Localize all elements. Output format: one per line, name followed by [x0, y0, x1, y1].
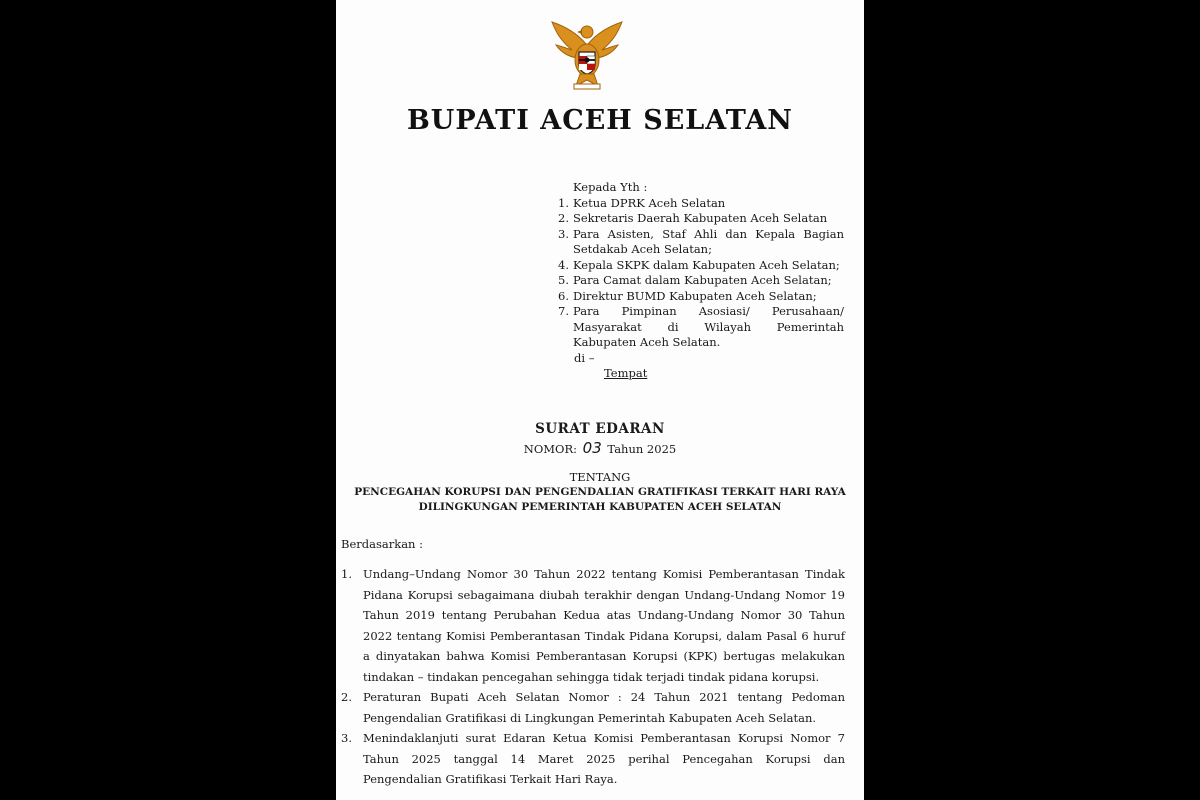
list-text: Undang–Undang Nomor 30 Tahun 2022 tentang Komisi Pemberantasan Tindak Pidana Korupsi sebagaimana diubah terakhir dengan Undang-Undang Nomor 19 Tahun 2019 tentang Perubahan Kedua atas Undang-Undang Nomor 30 Tahun 2022 tentang Komisi Pemberantasan Tindak Pidana Korupsi, dalam Pasal 6 huruf a dinyatakan bahwa Komisi Pemberantasan Korupsi (KPK) bertugas melakukan tindakan – tindakan pencegahan sehingga tidak terjadi tindak pidana korupsi.: [363, 567, 845, 684]
recipient-greeting: Kepada Yth :: [573, 180, 648, 194]
document-page: [336, 0, 864, 800]
about-label: TENTANG: [569, 470, 631, 484]
recipient-place: Tempat: [604, 366, 648, 380]
list-text: Para Pimpinan Asosiasi/ Perusahaan/ Masyarakat di Wilayah Pemerintah Kabupaten Aceh Selatan.: [573, 304, 844, 349]
recipient-list: [558, 196, 844, 351]
list-item: [341, 728, 845, 790]
list-number: 7.: [558, 304, 569, 318]
garuda-emblem-icon: [546, 12, 628, 94]
list-text: Direktur BUMD Kabupaten Aceh Selatan;: [573, 288, 817, 303]
list-text: Peraturan Bupati Aceh Selatan Nomor : 24 Tahun 2021 tentang Pedoman Pengendalian Gratifikasi di Lingkungan Pemerintah Kabupaten Aceh Selatan.: [363, 690, 845, 725]
number-prefix: NOMOR:: [523, 442, 578, 456]
circular-title: SURAT EDARAN: [535, 421, 665, 437]
list-number: 3.: [558, 226, 569, 241]
list-item: [558, 196, 844, 212]
regent-title: BUPATI ACEH SELATAN: [406, 105, 793, 136]
list-number: 5.: [558, 273, 569, 287]
handwritten-number: 03: [582, 439, 602, 457]
subject-line-2: DILINGKUNGAN PEMERINTAH KABUPATEN ACEH SELATAN: [418, 501, 782, 513]
list-number: 3.: [341, 731, 352, 745]
list-number: 2.: [341, 690, 352, 704]
list-item: [341, 687, 845, 728]
list-item: [558, 289, 844, 305]
list-item: [558, 227, 844, 258]
legal-basis-list: [341, 564, 845, 790]
recipient-block: [558, 180, 844, 382]
list-item: [558, 273, 844, 289]
list-number: 4.: [558, 257, 569, 272]
list-number: 1.: [558, 195, 569, 210]
list-item: [558, 258, 844, 274]
list-item: [558, 304, 844, 351]
recipient-di: di –: [574, 350, 595, 365]
list-text: Sekretaris Daerah Kabupaten Aceh Selatan: [573, 211, 828, 225]
list-text: Ketua DPRK Aceh Selatan: [573, 195, 726, 210]
circular-subject: [346, 485, 854, 515]
list-item: [558, 211, 844, 227]
based-on-label: Berdasarkan :: [341, 537, 423, 551]
list-text: Para Asisten, Staf Ahli dan Kepala Bagian Setdakab Aceh Selatan;: [573, 226, 844, 256]
list-number: 1.: [341, 567, 352, 581]
list-number: 2.: [558, 211, 569, 225]
list-text: Menindaklanjuti surat Edaran Ketua Komisi Pemberantasan Korupsi Nomor 7 Tahun 2025 tanggal 14 Maret 2025 perihal Pencegahan Korupsi dan Pengendalian Gratifikasi Terkait Hari Raya.: [363, 731, 845, 786]
list-number: 6.: [558, 288, 569, 303]
list-text: Kepala SKPK dalam Kabupaten Aceh Selatan;: [573, 257, 840, 272]
list-item: [341, 564, 845, 687]
circular-year: Tahun 2025: [607, 442, 677, 456]
list-text: Para Camat dalam Kabupaten Aceh Selatan;: [573, 273, 832, 287]
subject-line-1: PENCEGAHAN KORUPSI DAN PENGENDALIAN GRATIFIKASI TERKAIT HARI RAYA: [354, 486, 846, 498]
circular-number-line: [336, 439, 864, 457]
